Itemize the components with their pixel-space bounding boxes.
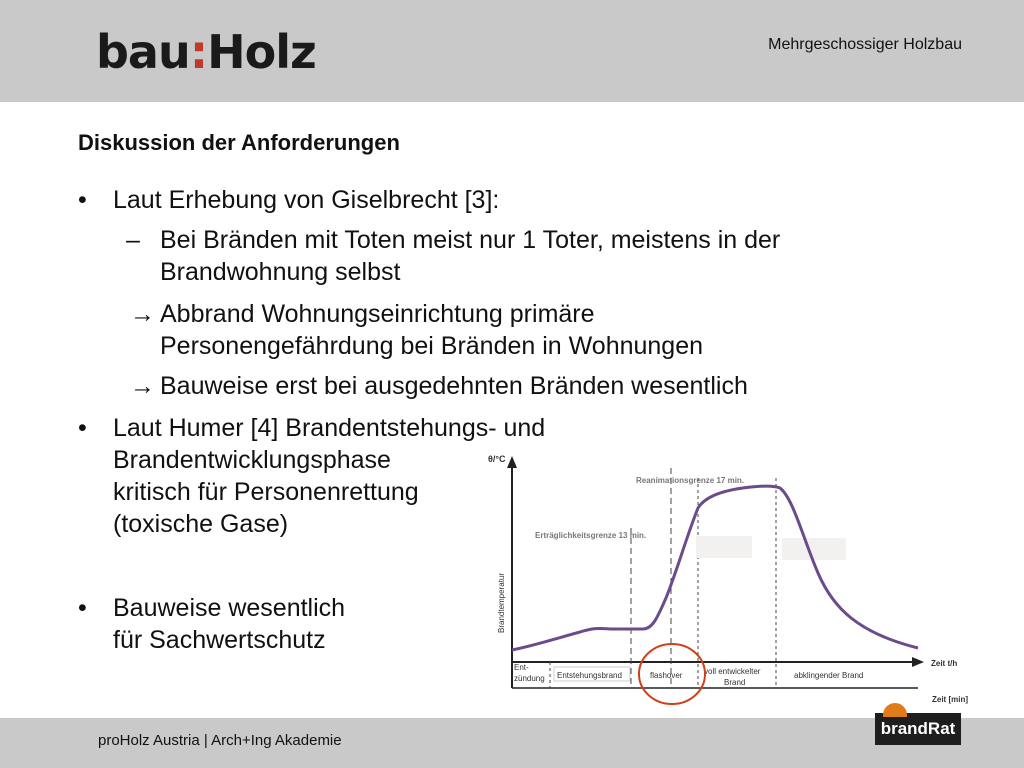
x-axis-label-time: Zeit t/h (931, 659, 958, 668)
bullet-icon: • (78, 594, 87, 622)
sub-bullet-text: Bauweise erst bei ausgedehnten Bränden wesentlich (160, 372, 748, 400)
phase-label-fully-developed: Brand (724, 678, 746, 687)
phase-label-incipient: Entstehungsbrand (557, 671, 622, 680)
phase-label-fully-developed: voll entwickelter (704, 667, 761, 676)
bullet-icon: • (78, 186, 87, 214)
sub-bullet-text: Personengefährdung bei Bränden in Wohnungen (160, 332, 704, 360)
bullet-text: kritisch für Personenrettung (113, 478, 419, 506)
arrow-icon: → (130, 372, 155, 400)
shaded-box (696, 536, 752, 558)
phase-label-flashover: flashover (650, 671, 683, 680)
bullet-text: Laut Erhebung von Giselbrecht [3]: (113, 186, 500, 214)
brandrat-logo: brandRat (875, 713, 961, 745)
bullet-text: Laut Humer [4] Brandentstehungs- und (113, 414, 546, 442)
temperature-curve (512, 486, 918, 650)
limit-label-13min: Erträglichkeitsgrenze 13 min. (535, 531, 647, 540)
phase-label-decay: abklingender Brand (794, 671, 864, 680)
bullet-text: Brandentwicklungsphase (113, 446, 391, 474)
header-bar (0, 0, 1024, 102)
y-unit-label: θ/°C (488, 454, 506, 464)
bullet-text: (toxische Gase) (113, 510, 289, 538)
slide-title: Diskussion der Anforderungen (78, 130, 400, 155)
header-subtitle: Mehrgeschossiger Holzbau (768, 36, 962, 53)
sub-bullet-text: Abbrand Wohnungseinrichtung primäre (160, 300, 595, 328)
shaded-box (782, 538, 846, 560)
bullet-text: Bauweise wesentlich (113, 594, 346, 622)
x-axis-label-min: Zeit [min] (932, 695, 968, 704)
x-axis-arrow-icon (912, 657, 924, 667)
fire-development-diagram (488, 448, 988, 710)
arrow-icon: → (130, 300, 155, 328)
y-axis-arrow-icon (507, 456, 517, 468)
bullet-icon: • (78, 414, 87, 442)
bullet-text: für Sachwertschutz (113, 626, 326, 654)
phase-label-ignition: Ent- (514, 663, 529, 672)
phase-label-ignition: zündung (514, 674, 545, 683)
y-axis-label: Brandtemperatur (497, 572, 506, 633)
dash-icon: – (126, 226, 140, 254)
limit-label-17min: Reanimationsgrenze 17 min. (636, 476, 745, 485)
footer-text: proHolz Austria | Arch+Ing Akademie (98, 732, 342, 749)
sub-bullet-text: Bei Bränden mit Toten meist nur 1 Toter, meistens in der (160, 226, 781, 254)
bauholz-logo: bau:Holz (96, 25, 316, 79)
sub-bullet-text: Brandwohnung selbst (160, 258, 401, 286)
